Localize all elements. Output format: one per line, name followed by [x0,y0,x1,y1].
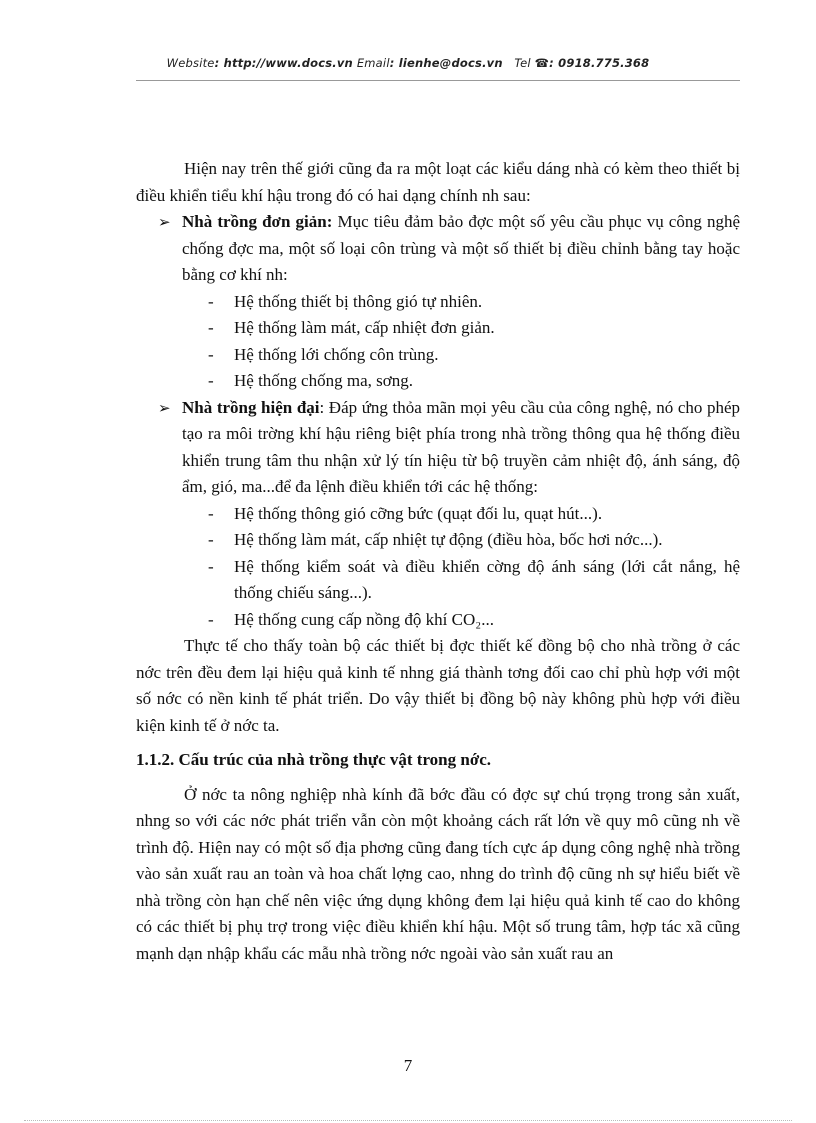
bullet-title: Nhà trồng hiện đại [182,397,320,417]
section-heading: 1.1.2. Cấu trúc của nhà trồng thực vật trong nớc. [136,750,492,769]
bullet-text: Mục tiêu đảm bảo đợc một số yêu cầu phục vụ công nghệ chống đợc ma, một số loại côn trùng và một số thiết bị điều chỉnh bằng tay hoặc bằng cơ khí nh: [182,212,740,284]
header-divider [136,80,740,81]
list-item: - Hệ thống cung cấp nồng độ khí CO₂... [208,609,494,629]
website-link[interactable]: : http://www.docs.vn [214,56,353,70]
list-item: - Hệ thống kiểm soát và điều khiển cờng độ ánh sáng (lới cắt nắng, hệ thống chiếu sáng...). [208,556,740,602]
page-number: 7 [403,1056,413,1075]
tel-label: Tel [514,56,531,70]
bullet-title: Nhà trồng đơn giản: [182,212,333,231]
tel-number: ☎: 0918.775.368 [534,56,650,70]
list-item: - Hệ thống làm mát, cấp nhiệt đơn giản. [208,318,495,337]
arrow-bullet-icon: ➢ [158,398,171,417]
website-label: Website [166,56,215,70]
email-link[interactable]: : lienhe@docs.vn [389,56,503,70]
summary-paragraph: Thực tế cho thấy toàn bộ các thiết bị đợc thiết kế đồng bộ cho nhà trồng ở các nớc trên đều đem lại hiệu quả kinh tế nhng giá thành tơng đối cao chỉ phù hợp với một số nớc có nền kinh tế phát triển. Do vậy thiết bị đồng bộ này không phù hợp với điều kiện kinh tế ở nớc ta. [136,636,740,735]
list-item: - Hệ thống chống ma, sơng. [208,371,413,390]
bullet-text: : Đáp ứng thỏa mãn mọi yêu cầu của công nghệ, nó cho phép tạo ra môi trờng khí hậu riêng biệt phía trong nhà trồng thông qua hệ thống điều khiển trung tâm thu nhận xử lý tín hiệu từ bộ truyền cảm nhiệt độ, ánh sáng, độ ẩm, gió, ma...để đa lệnh điều khiển tới các hệ thống: [182,397,740,496]
bullet-simple-greenhouse [136,209,740,289]
list-item: - Hệ thống thiết bị thông gió tự nhiên. [208,291,483,311]
document-body [136,156,740,967]
page-header [0,56,816,70]
footer-divider [24,1120,792,1121]
email-label: Email [356,56,390,70]
bullet-modern-greenhouse [136,395,740,501]
list-item: - Hệ thống làm mát, cấp nhiệt tự động (điều hòa, bốc hơi nớc...). [208,530,663,549]
section-paragraph: Ở nớc ta nông nghiệp nhà kính đã bớc đầu có đợc sự chú trọng trong sản xuất, nhng so với các nớc phát triển vẫn còn một khoảng cách rất lớn về quy mô cũng nh về trình độ. Hiện nay có một số địa phơng cũng đang tích cực áp dụng công nghệ nhà trồng vào sản xuất rau an toàn và hoa chất lợng cao, nhng do trình độ cũng nh sự hiểu biết về nhà trồng còn hạn chế nên việc ứng dụng không đem lại hiệu quả kinh tế cao do không có các thiết bị phụ trợ trong việc điều khiển khí hậu. Một số trung tâm, hợp tác xã cũng mạnh dạn nhập khẩu các mẫu nhà trồng nớc ngoài vào sản xuất rau an [136,784,740,963]
list-item: - Hệ thống thông gió cỡng bức (quạt đối lu, quạt hút...). [208,503,603,523]
arrow-bullet-icon: ➢ [158,213,171,231]
intro-paragraph: Hiện nay trên thế giới cũng đa ra một loạt các kiểu dáng nhà có kèm theo thiết bị điều khiển tiểu khí hậu trong đó có hai dạng chính nh sau: [136,159,740,205]
list-item: - Hệ thống lới chống côn trùng. [208,344,439,364]
